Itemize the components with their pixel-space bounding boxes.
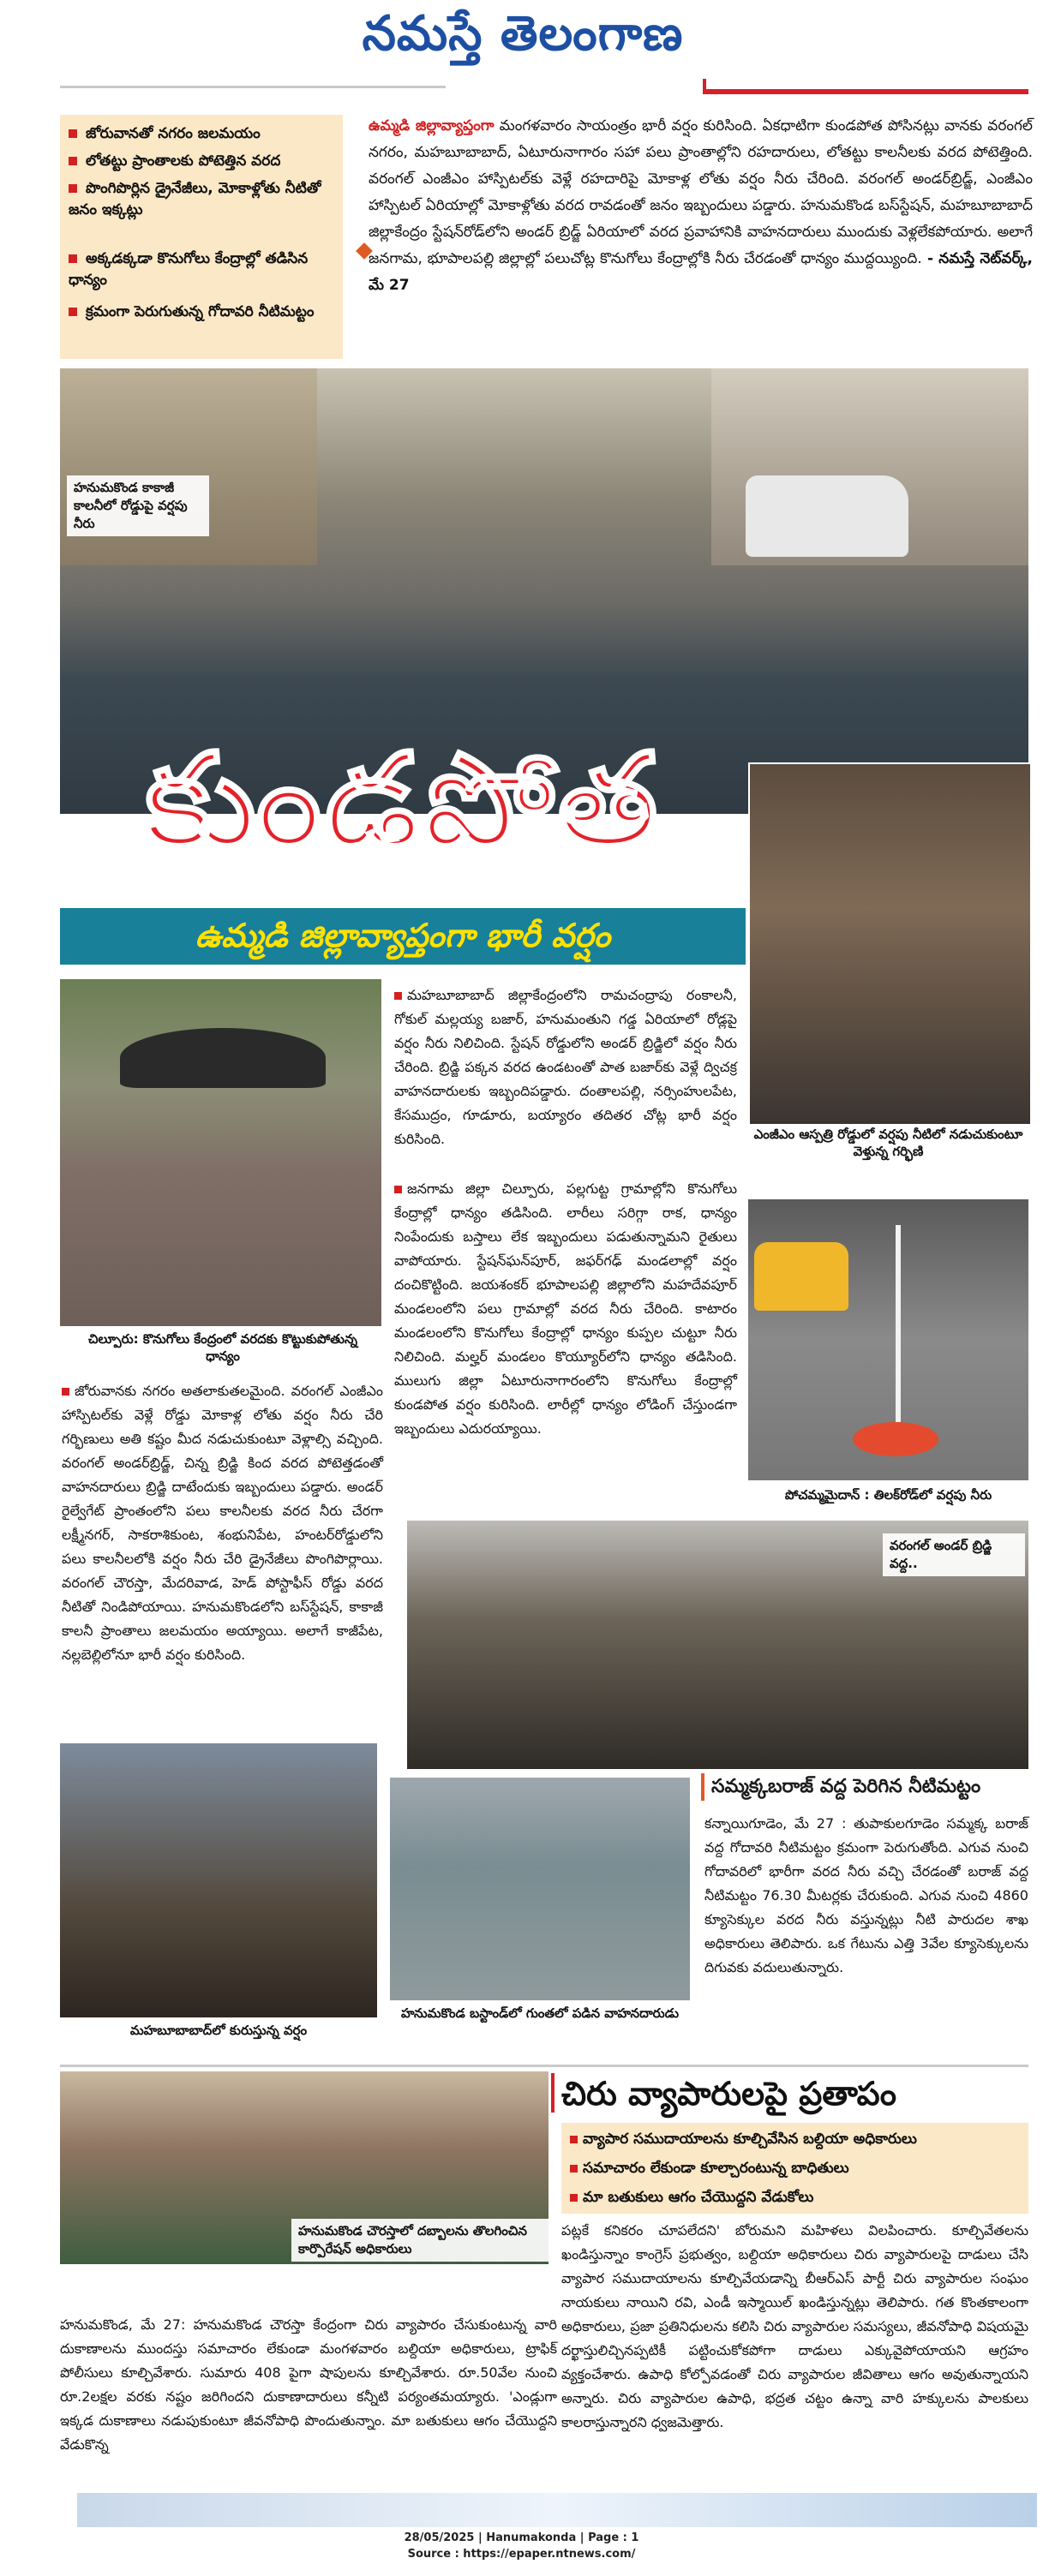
vendor-highlights-box (561, 2123, 1028, 2214)
intro-paragraph (369, 113, 1033, 299)
highlight-item: అక్కడక్కడా కొనుగోలు కేంద్రాల్లో తడిసిన ధాన్యం (69, 250, 309, 289)
bullet-icon (394, 992, 402, 1000)
bullet-icon (69, 308, 77, 316)
masthead-divider-left (60, 86, 446, 88)
intro-credit: - నమస్తే నెట్‌వర్క్, మే 27 (369, 250, 1033, 294)
market-photo-caption: హనుమకొండ చౌరస్తాలో దబ్బాలను తొలగించిన కార్పొరేషన్ అధికారులు (291, 2219, 554, 2262)
headline-subtitle: ఉమ్మడి జిల్లావ్యాప్తంగా భారీ వర్షం (195, 917, 611, 954)
newspaper-title: నమస్తే తెలంగాణ (362, 5, 684, 62)
headline-title: కుండపోత (144, 726, 662, 876)
vendor-highlight-item: సమాచారం లేకుండా కూల్చారంటున్న బాధితులు (570, 2154, 849, 2183)
next-page-strip (77, 2493, 1037, 2527)
footer-edition: 28/05/2025 | Hanumakonda | Page : 1 (404, 2531, 639, 2544)
highlight-item: జోరువానతో నగరం జలమయం (69, 123, 341, 145)
bullet-icon (570, 2165, 578, 2173)
highlight-item: లోతట్టు ప్రాంతాలకు పోటెత్తిన వరద (69, 151, 341, 172)
intro-body: మంగళవారం సాయంత్రం భారీ వర్షం కురిసింది. ఏకధాటిగా కుండపోత పోసినట్లు వానకు వరంగల్ నగరం, మహబూబాబాద్, ఏటూరునాగారం సహా పలు ప్రాంతాల్లోని రహదారులు, లోతట్టు కాలనీలకు వరద పోటెత్తింది. వరంగల్ ఎంజీఎం హాస్పిటల్‌కు వెళ్లే రహదారిపై మోకాళ్ల లోతు వర్షం నీరు చేరింది. వరంగల్ అండర్‌బ్రిడ్జ్, ఎంజీఎం హాస్పిటల్ ఏరియాల్లో మోకాళ్లోతు వరద రావడంతో జనం ఇబ్బందులు పడ్డారు. హనుమకొండ బస్‌స్టేషన్, మహబూబాబాద్ జిల్లాకేంద్రం స్టేషన్‌రోడ్‌లోని అండర్ బ్రిడ్జ్ ఏరియాలో వరద ప్రవాహానికి వాహనదారులు ముందుకు వెళ్లలేకపోయారు. అలాగే జనగామ, భూపాలపల్లి జిల్లాల్లో పలుచోట్ల కొనుగోలు కేంద్రాల్లోకి నీరు చేరడంతో ధాన్యం ముద్దయ్యింది. (369, 117, 1033, 267)
photo-caption-right2: పోచమ్మమైదాన్ : తిలక్‌రోడ్‌లో వర్షపు నీరు (784, 1487, 992, 1503)
bullet-icon (69, 157, 77, 165)
bullet-icon (394, 1186, 402, 1193)
photo-pole (896, 1225, 901, 1422)
mid-column-para2: జనగామ జిల్లా చిల్పూరు, పల్లగుట్ట గ్రామాల్లోని కొనుగోలు కేంద్రాల్లో ధాన్యం తడిసింది. లారీలు సరిగ్గా రాక, ధాన్యం నింపేందుకు బస్తాలు లేక ఇబ్బందులు పడుతున్నామని రైతులు వాపోయారు. స్టేషన్‌ఘన్‌పూర్, జఫర్‌గఢ్ మండలాల్లో వర్షం దంచికొట్టింది. జయశంకర్ భూపాలపల్లి జిల్లాలోని మహదేవపూర్ మండలంలోని పలు గ్రామాల్లో వరద నీరు చేరింది. కాటారం మండలంలోని కొనుగోలు కేంద్రాల్లో ధాన్యం కుప్పల చుట్టూ నీరు నిలిచింది. మల్హర్ మండలం కొయ్యూర్‌లోని ధాన్యం తడిసింది. ములుగు జిల్లా ఏటూరునాగారంలోని కొనుగోలు కేంద్రాల్లో కుండపోత వర్షం కురిసింది. లారీల్లో ధాన్యం లోడింగ్ చేస్తుండగా ఇబ్బందులు ఎదురయ్యాయి. (394, 1180, 737, 1437)
pregnant-woman-photo (748, 762, 1032, 1126)
left-column-text: జోరువానకు నగరం అతలాకుతలమైంది. వరంగల్ ఎంజీఎం హాస్పిటల్‌కు వెళ్లే రోడ్డు మోకాళ్ల లోతు వర్షం నీరు చేరి గర్భిణులు అతి కష్టం మీద నడుచుకుంటూ వెళ్లాల్సి వచ్చింది. వరంగల్ అండర్‌బ్రిడ్జ్, చిన్న బ్రిడ్జి కింద వరద పోటెత్తడంతో వాహనదారులు బ్రిడ్జి దాటేందుకు ఇబ్బందులు పడ్డారు. అండర్ రైల్వేగేట్ ప్రాంతంలోని పలు కాలనీలకు వరద నీరు చేరగా లక్ష్మీనగర్, సాకరాశికుంట, శంభునిపేట, హంటర్‌రోడ్డులోని పలు కాలనీలలోకి వర్షం నీరు చేరి డ్రైనేజీలు పొంగిపొర్లాయి. వరంగల్ చౌరస్తా, మేదరివాడ, హెడ్ పోస్టాఫీస్ రోడ్డు వరద నీటితో నిండిపోయాయి. హనుమకొండలోని బస్‌స్టేషన్, కాకాజీ కాలనీ ప్రాంతాలు జలమయం అయ్యాయి. అలాగే కాజీపేట, నల్లబెల్లిలోనూ భారీ వర్షం కురిసింది. (62, 1383, 383, 1663)
vendor-right-text: పట్లకే కనికరం చూపలేదని' బోరుమని మహిళలు విలపించారు. కూల్చివేతలను ఖండిస్తున్నాం కాంగ్రెస్ ప్రభుత్వం, బల్దియా అధికారులు చిరు వ్యాపారులపై దాడులు చేసి వ్యాపార సముదాయాలను కూల్చివేయడాన్ని బీఆర్‌ఎస్ పార్టీ చిరు వ్యాపారుల సంఘం నాయకులు నాయిని రవి, ఎండీ ఇస్మాయిల్ ఖండిస్తున్నట్లు తెలిపారు. గత కొంతకాలంగా అధికారులు, ప్రజా ప్రతినిధులను కలిసి చిరు వ్యాపారుల సమస్యలు, జీవనోపాధి విషయమై దర్ఖాస్తులిచ్చినప్పటికీ పట్టించుకోకపోగా దాడులు ఎక్కువైపోయాయని ఆగ్రహం వ్యక్తంచేశారు. ఉపాధి కోల్పోవడంతో చిరు వ్యాపారుల జీవితాలు ఆగం అవుతున్నాయని అన్నారు. చిరు వ్యాపారుల ఉపాధి, భద్రత చట్టం ఉన్నా వారి హక్కులను పాలకులు కాలరాస్తున్నారని ధ్వజమెత్తారు. (561, 2222, 1028, 2430)
bullet-icon (69, 129, 77, 138)
vendor-highlight-item: వ్యాపార సముదాయాలను కూల్చివేసిన బల్దియా అధికారులు (570, 2125, 917, 2154)
photo-cone (853, 1422, 938, 1456)
bullet-icon (570, 2194, 578, 2202)
highlights-box (60, 115, 343, 359)
street-photo-caption: హనుమకొండ కాకాజీ కాలనీలో రోడ్డుపై వర్షపు నీరు (67, 475, 209, 536)
vendor-title-accent (551, 2073, 554, 2113)
photo-tarp-heap (120, 1028, 326, 1088)
highlight-item: పొంగిపొర్లిన డ్రైనేజీలు, మోకాళ్లోతు నీటితో జనం ఇక్కట్లు (69, 180, 321, 218)
masthead-divider-right (703, 89, 1028, 94)
bullet-icon (570, 2136, 578, 2143)
photo-van (746, 475, 908, 557)
bus-stand-scooter-photo (390, 1778, 690, 2000)
sammakka-title: సమ్మక్కబరాజ్ వద్ద పెరిగిన నీటిమట్టం (701, 1773, 1028, 1801)
mid-column-para1: మహబూబాబాద్ జిల్లాకేంద్రంలోని రామచంద్రాపు రంకాలనీ, గోకుల్ మల్లయ్య బజార్, హనుమంతుని గడ్డ ఏరియాలో రోడ్లపై వర్షం నీరు నిలిచింది. స్టేషన్ రోడ్డులోని అండర్ బ్రిడ్జిలో వర్షం నీరు చేరింది. బ్రిడ్జి పక్కన వరద ఉండటంతో పాత బజార్‌కు వెళ్లే ద్విచక్ర వాహనదారులకు ఇబ్బందిపడ్డారు. దంతాలపల్లి, నర్సింహులపేట, కేసముద్రం, గూడూరు, బయ్యారం తదితర చోట్ల భారీ వర్షం కురిసింది. (394, 987, 737, 1147)
sammakka-body: కన్నాయిగూడెం, మే 27 : తుపాకులగూడెం సమ్మక్క బరాజ్ వద్ద గోదావరి నీటిమట్టం క్రమంగా పెరుగుతోంది. ఎగువ నుంచి గోదావరిలో భారీగా వరద నీరు వచ్చి చేరడంతో బరాజ్ వద్ద నీటిమట్టం 76.30 మీటర్లకు చేరుకుంది. ఎగువ నుంచి 4860 క్యూసెక్కుల వరద నీరు వస్తున్నట్లు నీటి పారుదల శాఖ అధికారులు తెలిపారు. ఒక గేటును ఎత్తి 3వేల క్యూసెక్కులను దిగువకు వదులుతున్నారు. (704, 1815, 1028, 1975)
vendor-highlight-item: మా బతుకులు ఆగం చేయొద్దని వేడుకోలు (570, 2183, 813, 2212)
bullet-icon (69, 184, 77, 193)
bullet-icon (69, 254, 77, 263)
bridge-photo-caption: వరంగల్ అండర్ బ్రిడ్జి వద్ద.. (883, 1533, 1025, 1576)
photo-autorickshaw (754, 1242, 848, 1311)
photo-caption-scooter: హనుమకొండ బస్టాండ్‌లో గుంతలో పడిన వాహనదారుడు (400, 2005, 680, 2021)
intro-lead: ఉమ్మడి జిల్లావ్యాప్తంగా (369, 117, 495, 134)
photo-caption-right1: ఎంజీఎం ఆస్పత్రి రోడ్డులో వర్షపు నీటిలో నడుచుకుంటూ వెళ్తున్న గర్భిణి (753, 1127, 1023, 1159)
section-divider (60, 2065, 1028, 2067)
mahabubabad-rain-photo (60, 1743, 377, 2017)
highlight-item: క్రమంగా పెరుగుతున్న గోదావరి నీటిమట్టం (69, 302, 341, 323)
photo-caption-night: మహబూబాబాద్‌లో కురుస్తున్న వర్షం (129, 2023, 308, 2038)
vendor-title: చిరు వ్యాపారులపై ప్రతాపం (561, 2075, 896, 2113)
vendor-left-text: హనుమకొండ, మే 27: హనుమకొండ చౌరస్తా కేంద్రంగా చిరు వ్యాపారం చేసుకుంటున్న వారి దుకాణాలను ముందస్తు సమాచారం లేకుండా మంగళవారం బల్దియా అధికారులు, ట్రాఫిక్ పోలీసులు కూల్చివేశారు. సుమారు 408 పైగా షాపులను కూల్చివేశారు. రూ.50వేల నుంచి రూ.2లక్షల వరకు నష్టం జరిగిందని దుకాణాదారులు కన్నీటి పర్యంతమయ్యారు. 'ఎండ్లుగా ఇక్కడ దుకాణాలు నడుపుకుంటూ జీవనోపాధి పొందుతున్నాం. మా బతుకులు ఆగం చేయొద్దని వేడుకొన్న (60, 2316, 557, 2453)
footer-source[interactable]: Source : https://epaper.ntnews.com/ (407, 2548, 636, 2561)
bullet-icon (62, 1388, 69, 1396)
photo-caption-tarp: చిల్పూరు: కొనుగోలు కేంద్రంలో వరదకు కొట్టుకుపోతున్న ధాన్యం (88, 1331, 357, 1364)
page-footer (0, 2530, 1043, 2562)
